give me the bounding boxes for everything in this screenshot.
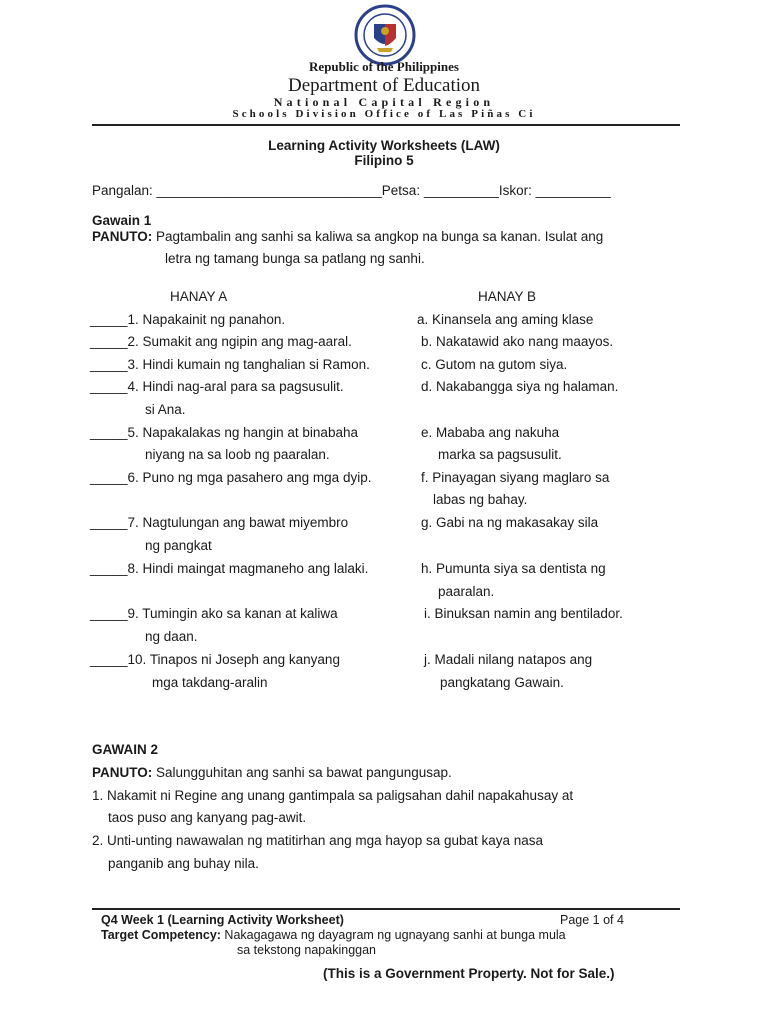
footer-competency-label: Target Competency: [101,928,221,942]
hanay-a-item-10: _____10. Tinapos ni Joseph ang kanyang [90,652,340,667]
hanay-b-item-c: c. Gutom na gutom siya. [421,357,568,372]
column-heading-hanay-b: HANAY B [478,289,537,304]
gawain1-heading: Gawain 1 [92,213,152,228]
hanay-b-item-h-cont: paaralan. [438,584,495,599]
header-divider [92,124,680,126]
gawain2-item-2-cont: panganib ang buhay nila. [108,856,259,871]
hanay-b-item-b: b. Nakatawid ako nang maayos. [421,334,614,349]
footer-page-number: Page 1 of 4 [560,913,624,927]
footer-week: Q4 Week 1 (Learning Activity Worksheet) [101,913,344,927]
gawain1-instructions-cont: letra ng tamang bunga sa patlang ng sanhi. [165,251,425,266]
hanay-b-item-e: e. Mababa ang nakuha [421,425,560,440]
header-department: Department of Education [287,75,481,96]
hanay-b-item-f-cont: labas ng bahay. [433,492,528,507]
gawain2-item-2: 2. Unti-unting nawawalan ng matitirhan ang mga hayop sa gubat kaya nasa [92,833,544,848]
hanay-b-item-d: d. Nakabangga siya ng halaman. [421,379,619,394]
hanay-a-item-2: _____2. Sumakit ang ngipin ang mag-aaral. [90,334,352,349]
hanay-b-item-e-cont: marka sa pagsusulit. [438,447,562,462]
gawain2-item-1: 1. Nakamit ni Regine ang unang gantimpala sa paligsahan dahil napakahusay at [92,788,574,803]
footer-competency-cont: sa tekstong napakinggan [237,943,376,957]
gawain2-panuto-label: PANUTO: [92,765,153,780]
gawain2-item-1-cont: taos puso ang kanyang pag-awit. [108,810,307,825]
gawain1-panuto-text: Pagtambalin ang sanhi sa kaliwa sa angkop na bunga sa kanan. Isulat ang [152,229,604,244]
hanay-a-item-7: _____7. Nagtulungan ang bawat miyembro [90,515,349,530]
gawain2-heading: GAWAIN 2 [92,742,159,757]
gawain1-instructions [92,229,603,244]
gawain2-panuto-text: Salungguhitan ang sanhi sa bawat pangungusap. [152,765,452,780]
header-republic: Republic of the Philippines [309,59,459,74]
worksheet-subject: Filipino 5 [354,153,414,168]
hanay-a-item-5-cont: niyang na sa loob ng paaralan. [145,447,330,462]
hanay-a-item-9-cont: ng daan. [145,629,198,644]
gawain1-panuto-label: PANUTO: [92,229,153,244]
gawain2-instructions [92,765,452,780]
hanay-b-item-j-cont: pangkatang Gawain. [440,675,564,690]
hanay-a-item-10-cont: mga takdang-aralin [152,675,268,690]
footer-competency [101,928,566,942]
worksheet-title: Learning Activity Worksheets (LAW) [268,138,500,153]
hanay-a-item-1: _____1. Napakainit ng panahon. [90,312,286,327]
footer-competency-text: Nakagagawa ng dayagram ng ugnayang sanhi at bunga mula [220,928,566,942]
deped-seal-logo [350,4,420,66]
hanay-a-item-5: _____5. Napakalakas ng hangin at binabaha [90,425,358,440]
hanay-b-item-f: f. Pinayagan siyang maglaro sa [421,470,610,485]
hanay-a-item-7-cont: ng pangkat [145,538,212,553]
footer-divider [92,908,680,910]
hanay-a-item-4-cont: si Ana. [145,402,186,417]
student-info-line: Pangalan: ______________________________Petsa: __________Iskor: __________ [92,183,611,198]
hanay-b-item-g: g. Gabi na ng makasakay sila [421,515,599,530]
header-division: Schools Division Office of Las Piñas Ci [232,108,536,120]
hanay-a-item-4: _____4. Hindi nag-aral para sa pagsusulit. [90,379,344,394]
column-heading-hanay-a: HANAY A [170,289,228,304]
hanay-a-item-9: _____9. Tumingin ako sa kanan at kaliwa [90,606,338,621]
hanay-a-item-3: _____3. Hindi kumain ng tanghalian si Ramon. [90,357,370,372]
header-region: National Capital Region [273,95,495,109]
hanay-a-item-6: _____6. Puno ng mga pasahero ang mga dyip. [90,470,372,485]
hanay-a-item-8: _____8. Hindi maingat magmaneho ang lalaki. [90,561,369,576]
government-property-notice: (This is a Government Property. Not for Sale.) [323,966,615,981]
hanay-b-item-j: j. Madali nilang natapos ang [424,652,593,667]
hanay-b-item-a: a. Kinansela ang aming klase [417,312,594,327]
hanay-b-item-i: i. Binuksan namin ang bentilador. [424,606,623,621]
hanay-b-item-h: h. Pumunta siya sa dentista ng [421,561,606,576]
